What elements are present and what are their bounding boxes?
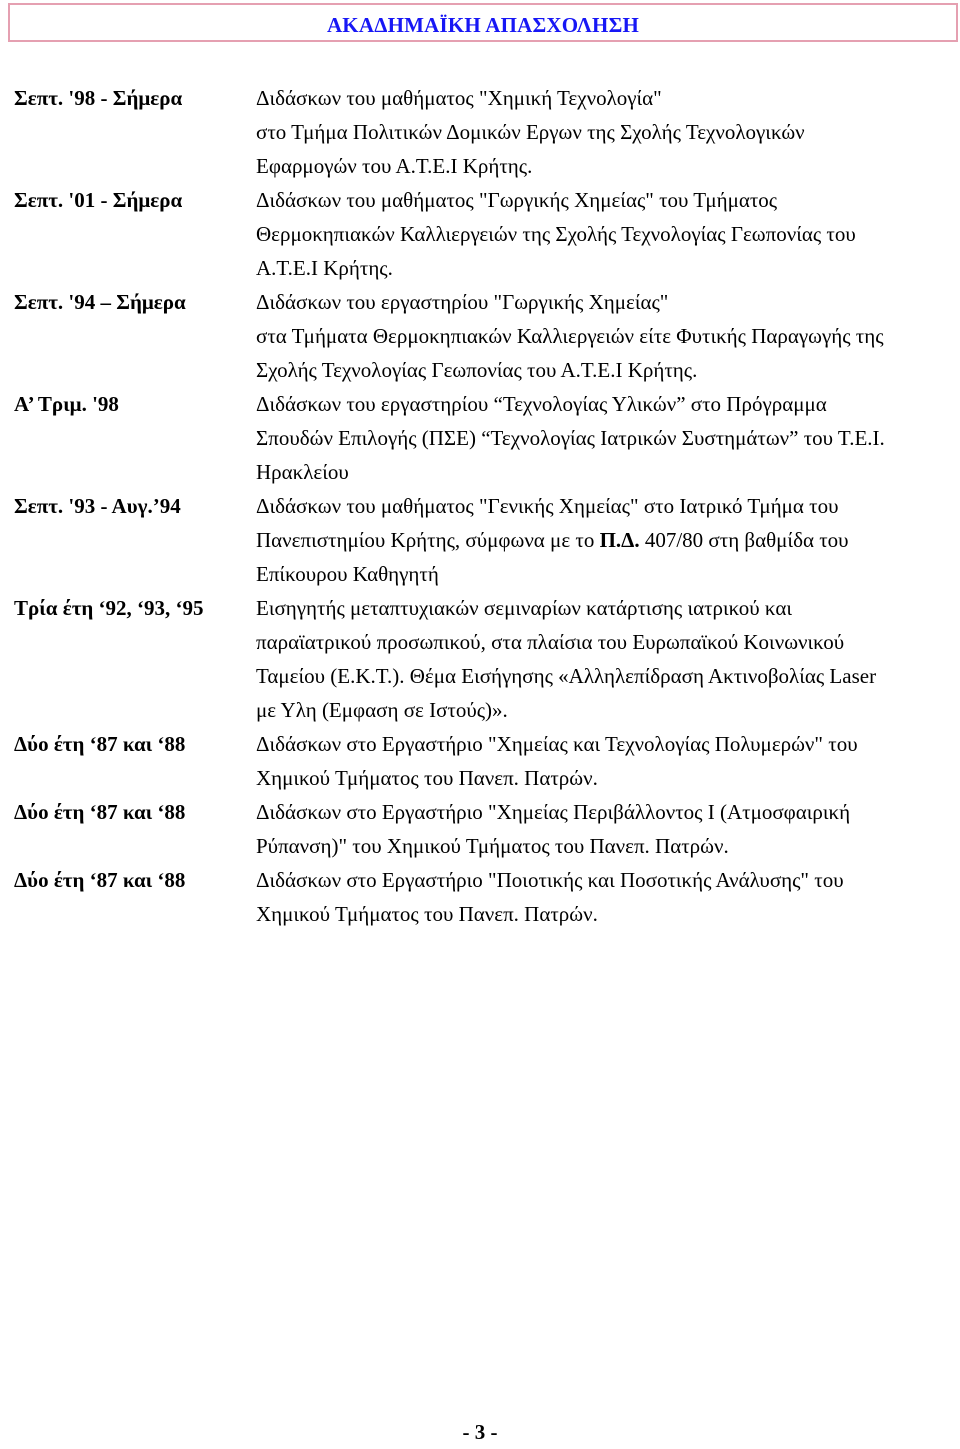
description-line: Διδάσκων στο Εργαστήριο "Χημείας και Τεχνολογίας Πολυμερών" του [256,732,858,756]
entry-description [256,795,956,863]
description-line: Ρύπανση)" του Χημικού Τμήματος του Πανεπ. Πατρών. [256,834,729,858]
entry-description [256,183,956,285]
description-line: Εισηγητής μεταπτυχιακών σεμιναρίων κατάρτισης ιατρικού και [256,596,792,620]
employment-entry [0,863,960,931]
entry-period: Τρία έτη ‘92, ‘93, ‘95 [14,596,204,620]
description-line: Ταμείου (Ε.Κ.Τ.). Θέμα Εισήγησης «Αλληλεπίδραση Ακτινοβολίας Laser [256,664,877,688]
description-line: Διδάσκων στο Εργαστήριο "Χημείας Περιβάλλοντος Ι (Ατμοσφαιρική [256,800,851,824]
section-title: ΑΚΑΔΗΜΑΪΚΗ ΑΠΑΣΧΟΛΗΣΗ [326,13,640,37]
entry-period: Δύο έτη ‘87 και ‘88 [14,868,186,892]
employment-entry [0,387,960,489]
employment-entry [0,727,960,795]
entry-description [256,591,956,727]
description-line: Διδάσκων στο Εργαστήριο "Ποιοτικής και Ποσοτικής Ανάλυσης" του [256,868,844,892]
description-line: Εφαρμογών του Α.Τ.Ε.Ι Κρήτης. [256,154,533,178]
page-number: - 3 - [462,1420,498,1444]
employment-entry [0,591,960,727]
entry-period: Σεπτ. '01 - Σήμερα [14,188,183,212]
description-line: Επίκουρου Καθηγητή [256,562,439,586]
description-line: στα Τμήματα Θερμοκηπιακών Καλλιεργειών είτε Φυτικής Παραγωγής της [256,324,884,348]
description-line [256,523,956,557]
description-line: Σπουδών Επιλογής (ΠΣΕ) “Τεχνολογίας Ιατρικών Συστημάτων” του Τ.Ε.Ι. [256,426,885,450]
description-line: στο Τμήμα Πολιτικών Δομικών Εργων της Σχολής Τεχνολογικών [256,120,805,144]
entry-period: Σεπτ. '98 - Σήμερα [14,86,183,110]
employment-entry [0,489,960,591]
employment-entry [0,183,960,285]
description-line: Διδάσκων του μαθήματος "Γωργικής Χημείας" του Τμήματος [256,188,778,212]
description-line: Χημικού Τμήματος του Πανεπ. Πατρών. [256,902,598,926]
entry-description [256,387,956,489]
description-line: Διδάσκων του μαθήματος "Χημική Τεχνολογία" [256,86,662,110]
entry-period: Δύο έτη ‘87 και ‘88 [14,732,186,756]
description-line: Θερμοκηπιακών Καλλιεργειών της Σχολής Τεχνολογίας Γεωπονίας του [256,222,856,246]
entry-description [256,863,956,931]
description-line: με Υλη (Εμφαση σε Ιστούς)». [256,698,508,722]
employment-entry [0,81,960,183]
text-segment: Πανεπιστημίου Κρήτης, σύμφωνα με το [256,528,600,552]
description-line: Σχολής Τεχνολογίας Γεωπονίας του Α.Τ.Ε.Ι Κρήτης. [256,358,698,382]
description-line: Διδάσκων του εργαστηρίου "Γωργικής Χημείας" [256,290,669,314]
bold-text-segment: Π.Δ. [599,528,640,552]
section-header-box [8,3,958,42]
employment-entry [0,285,960,387]
entry-period: Α’ Τριμ. '98 [14,392,119,416]
entry-period: Σεπτ. '94 – Σήμερα [14,290,186,314]
description-line: Ηρακλείου [256,460,349,484]
entry-period: Σεπτ. '93 - Αυγ.’94 [14,494,181,518]
employment-entry [0,795,960,863]
description-line: Χημικού Τμήματος του Πανεπ. Πατρών. [256,766,598,790]
description-line: παραϊατρικού προσωπικού, στα πλαίσια του Ευρωπαϊκού Κοινωνικού [256,630,845,654]
description-line: Διδάσκων του μαθήματος "Γενικής Χημείας" στο Ιατρικό Τμήμα του [256,494,839,518]
description-line: Α.Τ.Ε.Ι Κρήτης. [256,256,393,280]
entry-description [256,81,956,183]
entry-description [256,489,956,591]
academic-employment-list [0,81,960,931]
text-segment: 407/80 στη βαθμίδα του [639,528,849,552]
entry-description [256,727,956,795]
description-line: Διδάσκων του εργαστηρίου “Τεχνολογίας Υλικών” στο Πρόγραμμα [256,392,827,416]
entry-description [256,285,956,387]
entry-period: Δύο έτη ‘87 και ‘88 [14,800,186,824]
